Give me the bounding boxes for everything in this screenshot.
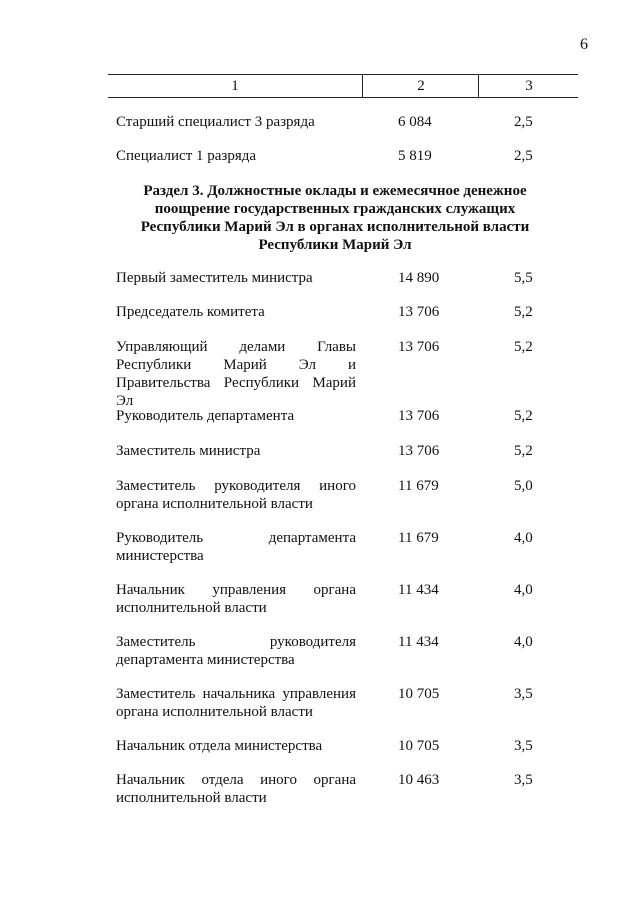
salary-value: 13 706: [398, 339, 440, 355]
salary-value: 11 434: [398, 634, 439, 650]
coefficient-value: 5,2: [514, 408, 533, 424]
position-name: Председатель комитета: [116, 304, 265, 320]
salary-value: 11 434: [398, 582, 439, 598]
position-name: Специалист 1 разряда: [116, 148, 257, 164]
coefficient-value: 2,5: [514, 114, 533, 130]
position-name: Начальник управления органа исполнительной власти: [116, 582, 356, 616]
page-number: 6: [580, 36, 588, 53]
position-name: Руководитель департамента: [116, 408, 295, 424]
salary-value: 13 706: [398, 408, 440, 424]
coefficient-value: 5,0: [514, 478, 533, 494]
coefficient-value: 2,5: [514, 148, 533, 164]
coefficient-value: 3,5: [514, 738, 533, 754]
position-name: Управляющий делами Главы Республики Марий Эл и Правительства Республики Марий Эл: [116, 339, 356, 409]
position-name: Заместитель руководителя иного органа исполнительной власти: [116, 478, 356, 512]
coefficient-value: 5,2: [514, 443, 533, 459]
section-title: Раздел 3. Должностные оклады и ежемесячное денежное поощрение государственных гражданских служащих Республики Марий Эл в органах исполнительной власти Республики Марий Эл: [140, 183, 530, 253]
position-name: Первый заместитель министра: [116, 270, 313, 286]
coefficient-value: 3,5: [514, 772, 533, 788]
coefficient-value: 5,2: [514, 339, 533, 355]
coefficient-value: 5,5: [514, 270, 533, 286]
position-name: Начальник отдела министерства: [116, 738, 323, 754]
salary-value: 10 705: [398, 686, 440, 702]
salary-value: 5 819: [398, 148, 432, 164]
position-name: Заместитель министра: [116, 443, 261, 459]
position-name: Старший специалист 3 разряда: [116, 114, 315, 130]
position-name: Начальник отдела иного органа исполнительной власти: [116, 772, 356, 806]
position-name: Руководитель департамента министерства: [116, 530, 356, 564]
salary-value: 10 463: [398, 772, 440, 788]
position-name: Заместитель руководителя департамента министерства: [116, 634, 356, 668]
coefficient-value: 5,2: [514, 304, 533, 320]
column-number-1: 1: [231, 78, 239, 94]
coefficient-value: 4,0: [514, 530, 533, 546]
coefficient-value: 3,5: [514, 686, 533, 702]
salary-value: 14 890: [398, 270, 440, 286]
salary-value: 11 679: [398, 530, 439, 546]
salary-value: 13 706: [398, 304, 440, 320]
coefficient-value: 4,0: [514, 582, 533, 598]
salary-value: 6 084: [398, 114, 432, 130]
position-name: Заместитель начальника управления органа исполнительной власти: [116, 686, 356, 720]
column-number-3: 3: [478, 75, 579, 97]
salary-value: 13 706: [398, 443, 440, 459]
salary-value: 11 679: [398, 478, 439, 494]
column-number-2: 2: [362, 75, 479, 97]
table-column-header: [108, 74, 578, 98]
salary-value: 10 705: [398, 738, 440, 754]
coefficient-value: 4,0: [514, 634, 533, 650]
